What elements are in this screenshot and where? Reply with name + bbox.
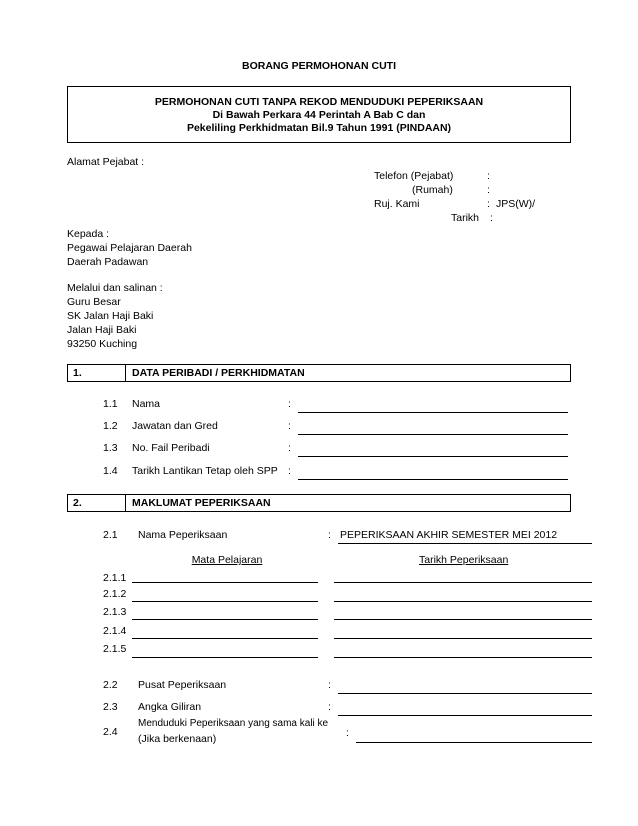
header-line-2: Di Bawah Perkara 44 Perintah A Bab C dan	[212, 109, 426, 121]
form-title: BORANG PERMOHONAN CUTI	[242, 60, 396, 72]
angka-giliran-colon: :	[328, 701, 331, 713]
melalui-line-1: Guru Besar	[67, 296, 121, 308]
kepada-line-1: Pegawai Pelajaran Daerah	[67, 242, 192, 254]
alamat-pejabat-label: Alamat Pejabat :	[67, 156, 145, 168]
pusat-peperiksaan-colon: :	[328, 679, 331, 691]
tarikh-colon: :	[490, 212, 493, 224]
nama-field[interactable]	[298, 412, 568, 413]
header-line-1: PERMOHONAN CUTI TANPA REKOD MENDUDUKI PEPERIKSAAN	[154, 96, 484, 108]
ruj-kami-label: Ruj. Kami	[374, 198, 420, 210]
item-1-4-number: 1.4	[103, 465, 118, 477]
menduduki-field[interactable]	[356, 742, 592, 743]
header-line-3: Pekeliling Perkhidmatan Bil.9 Tahun 1991 (PINDAAN)	[186, 122, 452, 134]
telefon-pejabat-colon: :	[487, 170, 490, 182]
subject-field-5[interactable]	[132, 657, 318, 658]
row-2-1-1-number: 2.1.1	[103, 572, 127, 584]
item-2-2-number: 2.2	[103, 679, 118, 691]
row-2-1-4-number: 2.1.4	[103, 625, 127, 637]
date-field-1[interactable]	[334, 582, 592, 583]
row-2-1-5-number: 2.1.5	[103, 643, 127, 655]
item-2-3-number: 2.3	[103, 701, 118, 713]
date-field-3[interactable]	[334, 619, 592, 620]
subject-field-1[interactable]	[132, 582, 318, 583]
jawatan-field[interactable]	[298, 434, 568, 435]
nama-peperiksaan-colon: :	[328, 529, 331, 541]
date-field-2[interactable]	[334, 601, 592, 602]
kepada-line-2: Daerah Padawan	[67, 256, 149, 268]
fail-peribadi-field[interactable]	[298, 456, 568, 457]
menduduki-colon: :	[346, 727, 349, 739]
ruj-kami-colon: :	[487, 198, 490, 210]
subject-field-4[interactable]	[132, 638, 318, 639]
header-box	[67, 86, 571, 143]
section-2-header	[67, 494, 571, 512]
nama-label: Nama	[132, 398, 161, 410]
subject-field-2[interactable]	[132, 601, 318, 602]
item-1-3-number: 1.3	[103, 442, 118, 454]
section-2-title: MAKLUMAT PEPERIKSAAN	[132, 497, 271, 509]
row-2-1-2-number: 2.1.2	[103, 588, 127, 600]
nama-peperiksaan-value: PEPERIKSAAN AKHIR SEMESTER MEI 2012	[340, 529, 558, 541]
nama-colon: :	[288, 398, 291, 410]
angka-giliran-field[interactable]	[338, 715, 592, 716]
date-field-5[interactable]	[334, 657, 592, 658]
melalui-line-2: SK Jalan Haji Baki	[67, 310, 154, 322]
fail-peribadi-colon: :	[288, 442, 291, 454]
tarikh-label: Tarikh	[451, 212, 480, 224]
section-2-number: 2.	[73, 497, 82, 509]
telefon-rumah-colon: :	[487, 184, 490, 196]
section-1-header	[67, 364, 571, 382]
nama-peperiksaan-label: Nama Peperiksaan	[138, 529, 228, 541]
item-1-1-number: 1.1	[103, 398, 118, 410]
tarikh-lantikan-field[interactable]	[298, 479, 568, 480]
telefon-rumah-label: (Rumah)	[412, 184, 453, 196]
melalui-line-4: 93250 Kuching	[67, 338, 138, 350]
angka-giliran-label: Angka Giliran	[138, 701, 202, 713]
section-1-number: 1.	[73, 367, 82, 379]
jawatan-label: Jawatan dan Gred	[132, 420, 218, 432]
section-1-title: DATA PERIBADI / PERKHIDMATAN	[132, 367, 305, 379]
kepada-label: Kepada :	[67, 228, 110, 240]
menduduki-label-1: Menduduki Peperiksaan yang sama kali ke	[138, 718, 329, 729]
subject-field-3[interactable]	[132, 619, 318, 620]
telefon-pejabat-label: Telefon (Pejabat)	[374, 170, 454, 182]
item-1-2-number: 1.2	[103, 420, 118, 432]
ruj-kami-value: JPS(W)/	[496, 198, 536, 210]
tarikh-lantikan-label: Tarikh Lantikan Tetap oleh SPP	[132, 465, 278, 477]
mata-pelajaran-header: Mata Pelajaran	[191, 554, 263, 566]
nama-peperiksaan-field[interactable]	[338, 543, 592, 544]
tarikh-peperiksaan-header: Tarikh Peperiksaan	[419, 554, 509, 566]
item-2-1-number: 2.1	[103, 529, 118, 541]
melalui-line-3: Jalan Haji Baki	[67, 324, 137, 336]
menduduki-label-2: (Jika berkenaan)	[138, 733, 217, 745]
tarikh-lantikan-colon: :	[288, 465, 291, 477]
row-2-1-3-number: 2.1.3	[103, 606, 127, 618]
pusat-peperiksaan-field[interactable]	[338, 693, 592, 694]
date-field-4[interactable]	[334, 638, 592, 639]
pusat-peperiksaan-label: Pusat Peperiksaan	[138, 679, 227, 691]
melalui-label: Melalui dan salinan :	[67, 282, 163, 294]
jawatan-colon: :	[288, 420, 291, 432]
item-2-4-number: 2.4	[103, 726, 118, 738]
fail-peribadi-label: No. Fail Peribadi	[132, 442, 210, 454]
